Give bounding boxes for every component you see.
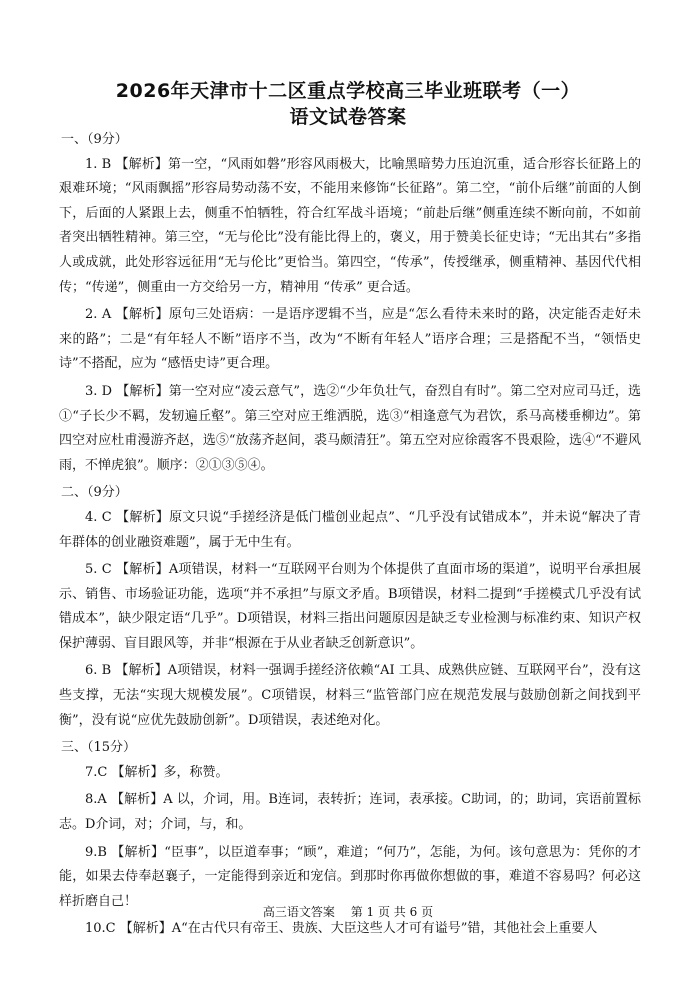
section-heading-1: 一、（9分） bbox=[61, 132, 128, 147]
answer-content bbox=[59, 128, 641, 945]
answer-q6: 6. B 【解析】A项错误，材料一强调手搓经济依赖“AI 工具、成熟供应链、互联网平台”，没有这些支撑，无法“实现大规模发展”。C项错误，材料三“监管部门应在规范发展与鼓励创新之间找到平衡”，没有说“应优先鼓励创新”。D项错误，表述绝对化。 bbox=[59, 663, 641, 728]
answer-q10: 10.C 【解析】A“在古代只有帝王、贵族、大臣这些人才可有谥号”错，其他社会上重要人 bbox=[85, 921, 598, 937]
section-heading-3: 三、（15分） bbox=[61, 740, 137, 756]
answer-q7: 7.C 【解析】多，称赞。 bbox=[85, 764, 229, 780]
answer-q4: 4. C 【解析】原文只说“手搓经济是低门槛创业起点”、“几乎没有试错成本”，并未说“解决了青年群体的创业融资难题”，属于无中生有。 bbox=[59, 509, 641, 550]
answer-q9: 9.B 【解析】“臣事”，以臣道奉事；“顾”，难道；“何乃”，怎能，为何。该句意思为：凭你的才能，如果去侍奉赵襄子，一定能得到亲近和宠信。到那时你再做你想做的事，难道不容易吗？何必这样折磨自己！ bbox=[59, 844, 641, 909]
document-subtitle: 语文试卷答案 bbox=[289, 106, 407, 128]
page-footer: 高三语文答案 第 1 页 共 6 页 bbox=[262, 905, 434, 919]
answer-q5: 5. C 【解析】A项错误，材料一“互联网平台则为个体提供了直面市场的渠道”，说明平台承担展示、销售、市场验证功能，选项“并不承担”与原文矛盾。B项错误，材料二提到“手搓模式几乎没有试错成本”，缺少限定语“几乎”。D项错误，材料三指出问题原因是缺乏专业检测与标准约束、知识产权保护薄弱、盲目跟风等，并非“根源在于从业者缺乏创新意识”。 bbox=[59, 562, 641, 651]
answer-q2: 2. A 【解析】原句三处语病：一是语序逻辑不当，应是“怎么看待未来时的路，决定能否走好未来的路”；二是“有年轻人不断”语序不当，改为“不断有年轻人”语序合理；三是搭配不当，“领悟史诗”不搭配，应为 “感悟史诗”更合理。 bbox=[59, 307, 641, 372]
section-heading-2: 二、（9分） bbox=[61, 485, 128, 501]
answer-q8: 8.A 【解析】A 以，介词，用。B连词，表转折；连词，表承接。C助词，的；助词，宾语前置标志。D介词，对；介词，与，和。 bbox=[59, 792, 641, 833]
document-title: 2026年天津市十二区重点学校高三毕业班联考（一） bbox=[115, 80, 581, 102]
answer-q3: 3. D 【解析】第一空对应“凌云意气”，选②“少年负壮气，奋烈自有时”。第二空对应司马迁，选①“子长少不羁，发轫遍丘壑”。第三空对应王维洒脱，选③“相逢意气为君饮，系马高楼垂柳边”。第四空对应杜甫漫游齐赵，选⑤“放荡齐赵间，裘马颇清狂”。第五空对应徐霞客不畏艰险，选④“不避风雨，不惮虎狼”。顺序：②①③⑤④。 bbox=[59, 383, 641, 473]
answer-q1: 1. B 【解析】第一空，“风雨如磐”形容风雨极大，比喻黑暗势力压迫沉重，适合形容长征路上的艰难环境；“风雨飘摇”形容局势动荡不安，不能用来修饰“长征路”。第二空，“前仆后继”前面的人倒下，后面的人紧跟上去，侧重不怕牺牲，符合红军战斗语境；“前赴后继”侧重连续不断向前，不如前者突出牺牲精神。第三空，“无与伦比”没有能比得上的，褒义，用于赞美长征史诗；“无出其右”多指人或成就，此处形容远征用“无与伦比”更恰当。第四空，“传承”，传授继承，侧重精神、基因代代相传；“传递”，侧重由一方交给另一方，精神用 “传承” 更合适。 bbox=[59, 156, 641, 295]
